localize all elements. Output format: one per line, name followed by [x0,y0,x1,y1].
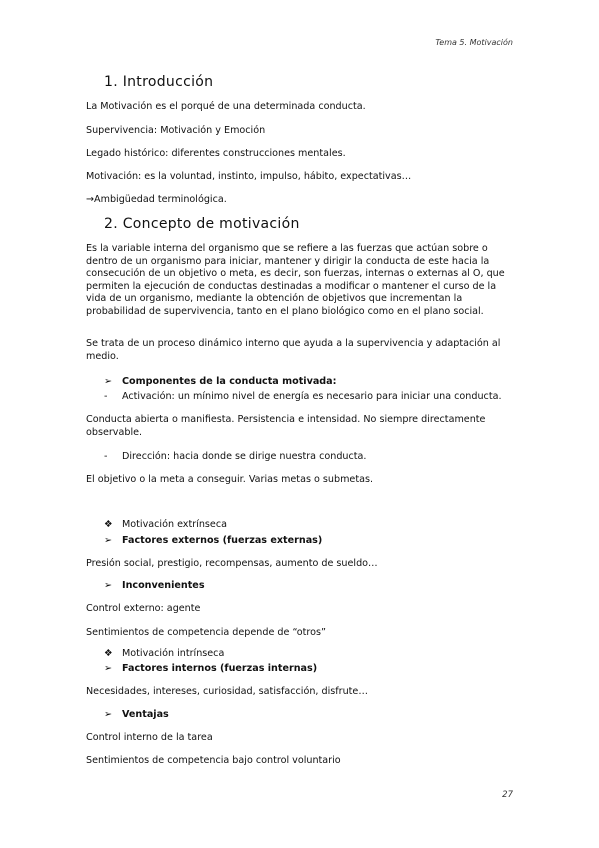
bullet-extrinseca [104,519,227,530]
arrow-bullet-icon: ➢ [104,663,113,674]
dash-bullet-icon: - [104,391,108,402]
bullet-label: Factores internos (fuerzas internas) [122,663,318,674]
control-externo-paragraph: Control externo: agente [86,603,201,614]
arrow-bullet-icon: ➢ [104,376,113,387]
intro-paragraph-5: →Ambigüedad terminológica. [86,194,227,205]
bullet-inconvenientes [104,580,205,591]
sentimientos-voluntario-paragraph: Sentimientos de competencia bajo control voluntario [86,755,341,766]
dash-item-activacion [104,391,502,402]
bullet-label: Motivación intrínseca [122,648,225,659]
presion-paragraph: Presión social, prestigio, recompensas, aumento de sueldo… [86,558,378,569]
definition-line: dentro de un organismo para iniciar, mantener y dirigir la conducta de este hacia la [86,255,490,267]
conducta-line: observable. [86,426,143,438]
intro-paragraph-1: La Motivación es el porqué de una determinada conducta. [86,101,366,112]
bullet-label: Motivación extrínseca [122,519,227,530]
bullet-intrinseca [104,648,224,659]
intro-paragraph-4: Motivación: es la voluntad, instinto, impulso, hábito, expectativas… [86,171,412,182]
conducta-line: Conducta abierta o manifiesta. Persistencia e intensidad. No siempre directamente [86,414,486,425]
arrow-bullet-icon: ➢ [104,580,113,591]
arrow-bullet-icon: ➢ [104,535,113,546]
bullet-label: Ventajas [122,709,169,720]
definition-line: permiten la ejecución de conductas destinadas a modificar o mantener el curso de la [86,280,497,292]
definition-paragraph [86,243,516,318]
bullet-label: Componentes de la conducta motivada: [122,376,337,387]
running-header: Tema 5. Motivación [435,38,513,47]
dash-item-label: Dirección: hacia donde se dirige nuestra conducta. [122,451,367,462]
proceso-line: medio. [86,350,119,362]
dash-item-label: Activación: un mínimo nivel de energía es necesario para iniciar una conducta. [122,391,502,402]
bullet-factores-internos [104,663,317,674]
diamond-bullet-icon: ❖ [104,519,113,530]
definition-line: vida de un organismo, mediante la obtención de objetivos que incrementan la [86,293,463,304]
diamond-bullet-icon: ❖ [104,648,113,659]
proceso-line: Se trata de un proceso dinámico interno que ayuda a la supervivencia y adaptación al [86,338,501,349]
arrow-bullet-icon: ➢ [104,709,113,720]
dash-item-direccion [104,451,366,462]
proceso-paragraph [86,338,516,363]
conducta-paragraph [86,414,516,439]
definition-line: probabilidad de supervivencia, tanto en el plano biológico como en el plano social. [86,305,484,317]
sentimientos-otros-paragraph: Sentimientos de competencia depende de “otros” [86,627,326,638]
control-interno-paragraph: Control interno de la tarea [86,732,213,743]
bullet-label: Factores externos (fuerzas externas) [122,535,323,546]
section-title-introduccion: 1. Introducción [104,74,214,90]
objetivo-paragraph: El objetivo o la meta a conseguir. Varias metas o submetas. [86,474,374,485]
intro-paragraph-2: Supervivencia: Motivación y Emoción [86,125,266,136]
bullet-componentes [104,376,336,387]
definition-line: consecución de un objetivo o meta, es decir, son fuerzas, internas o externas al O, que [86,268,505,279]
intro-paragraph-3: Legado histórico: diferentes construcciones mentales. [86,148,346,159]
bullet-ventajas [104,709,169,720]
dash-bullet-icon: - [104,451,108,462]
page-number: 27 [502,790,513,800]
necesidades-paragraph: Necesidades, intereses, curiosidad, satisfacción, disfrute… [86,686,368,697]
bullet-factores-externos [104,535,322,546]
bullet-label: Inconvenientes [122,580,205,591]
definition-line: Es la variable interna del organismo que se refiere a las fuerzas que actúan sobre o [86,243,488,254]
section-title-concepto: 2. Concepto de motivación [104,216,300,232]
